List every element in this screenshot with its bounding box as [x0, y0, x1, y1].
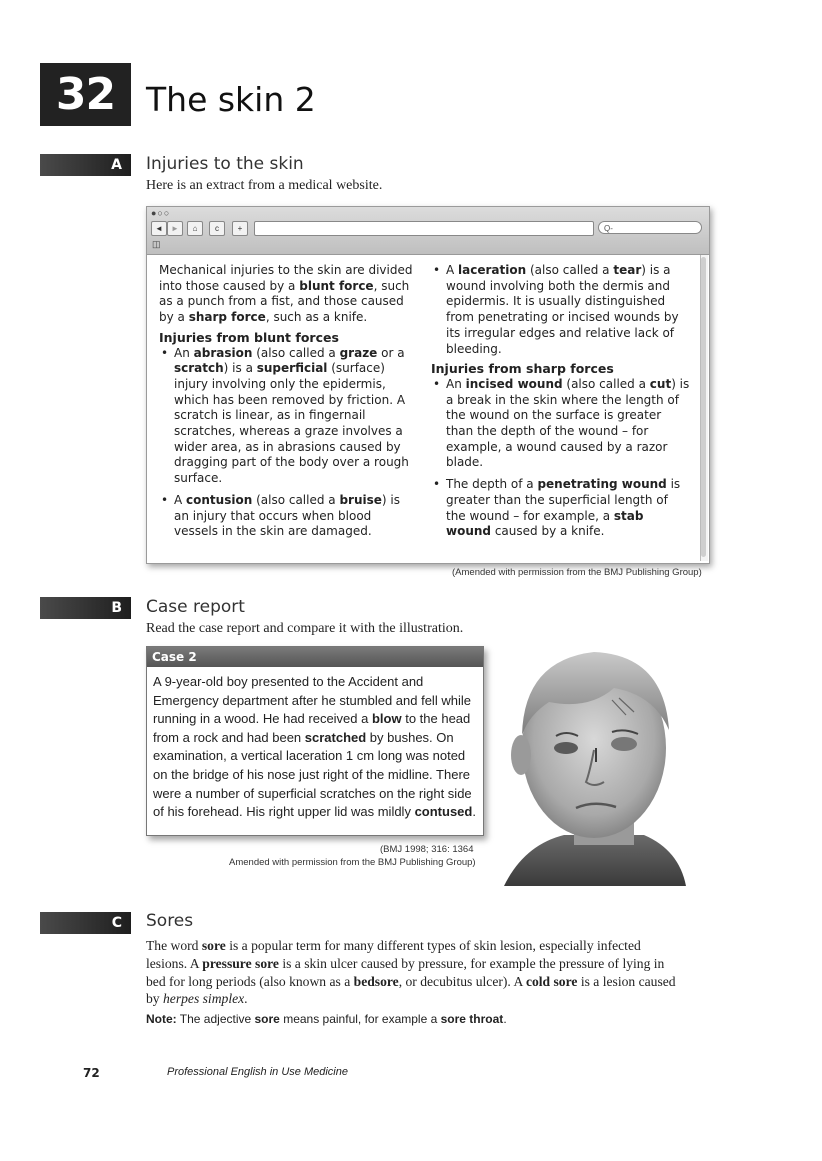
case-credit-line-1: (BMJ 1998; 316: 1364	[380, 844, 474, 855]
browser-toolbar	[147, 207, 709, 255]
list-item: • The depth of a penetrating wound is greater than the superficial length of the wound – for example, a stab wound caused by a knife.	[431, 477, 691, 540]
case-report-box	[146, 646, 484, 836]
section-c-tab: C	[40, 912, 131, 934]
scrollbar-thumb[interactable]	[701, 257, 706, 557]
window-controls-icon[interactable]: ●○○	[151, 208, 171, 218]
intro-paragraph: Mechanical injuries to the skin are divided into those caused by a blunt force, such as a punch from a fist, and those caused by a sharp force, such as a knife.	[159, 263, 413, 325]
search-icon: Q-	[604, 224, 613, 233]
list-item: • An incised wound (also called a cut) is a break in the skin where the length of the wound on the surface is greater than the depth of the wound – for example, a wound caused by a razor blade.	[431, 377, 691, 471]
case-label: Case 2	[147, 647, 483, 667]
browser-window	[146, 206, 710, 564]
section-a-title: Injuries to the skin	[146, 154, 304, 174]
page-number: 72	[83, 1066, 100, 1080]
list-item: • An abrasion (also called a graze or a scratch) is a superficial (surface) injury involving only the epidermis, which has been removed by friction. A scratch is linear, as in fingernail scratches, whereas a graze involves a wider area, as in abrasions caused by dragging part of the body over a rough surface.	[159, 346, 415, 487]
blunt-forces-heading: Injuries from blunt forces	[159, 329, 339, 345]
forward-button[interactable]: ►	[167, 221, 183, 236]
sharp-forces-heading: Injuries from sharp forces	[431, 361, 614, 377]
section-a-tab: A	[40, 154, 131, 176]
section-a-subtitle: Here is an extract from a medical website.	[146, 178, 383, 193]
add-tab-icon[interactable]: +	[232, 221, 248, 236]
section-b-subtitle: Read the case report and compare it with the illustration.	[146, 621, 464, 636]
book-title: Professional English in Use Medicine	[167, 1066, 348, 1078]
home-icon[interactable]: ⌂	[187, 221, 203, 236]
section-a-credit: (Amended with permission from the BMJ Publishing Group)	[452, 567, 702, 578]
reload-icon[interactable]: c	[209, 221, 225, 236]
unit-number: 32	[40, 63, 131, 126]
sores-paragraph: The word sore is a popular term for many different types of skin lesion, especially infected lesions. A pressure sore is a skin ulcer caused by pressure, for example the pressure of lying in bed for long periods (also known as a bedsore, or decubitus ulcer). A cold sore is a lesion caused by herpes simplex.	[146, 938, 676, 1007]
url-input[interactable]	[254, 221, 594, 236]
list-item: • A laceration (also called a tear) is a wound involving both the dermis and epidermis. It is usually distinguished from penetrating or incised wounds by its irregular edges and relative lack of bleeding.	[431, 263, 691, 357]
boy-head-illustration	[494, 640, 694, 886]
article-right-column	[431, 263, 691, 546]
case-credit-line-2: Amended with permission from the BMJ Publishing Group)	[229, 857, 476, 868]
section-b-title: Case report	[146, 597, 245, 617]
search-input[interactable]	[598, 221, 702, 234]
back-button[interactable]: ◄	[151, 221, 167, 236]
note: Note: The adjective sore means painful, for example a sore throat.	[146, 1012, 507, 1026]
section-c-title: Sores	[146, 911, 194, 931]
unit-title: The skin 2	[146, 80, 316, 119]
list-item: • A contusion (also called a bruise) is an injury that occurs when blood vessels in the skin are damaged.	[159, 493, 415, 540]
case-text: A 9-year-old boy presented to the Accident and Emergency department after he stumbled and fell while running in a wood. He had received a blow to the head from a rock and had been scratched by bushes. On examination, a vertical laceration 1 cm long was noted on the bridge of his nose just right of the midline. There were a number of superficial scratches on the right side of his forehead. His right upper lid was mildly contused.	[153, 674, 476, 820]
article-left-column	[159, 263, 415, 546]
section-b-tab: B	[40, 597, 131, 619]
bookmarks-icon[interactable]: ◫	[152, 239, 161, 249]
